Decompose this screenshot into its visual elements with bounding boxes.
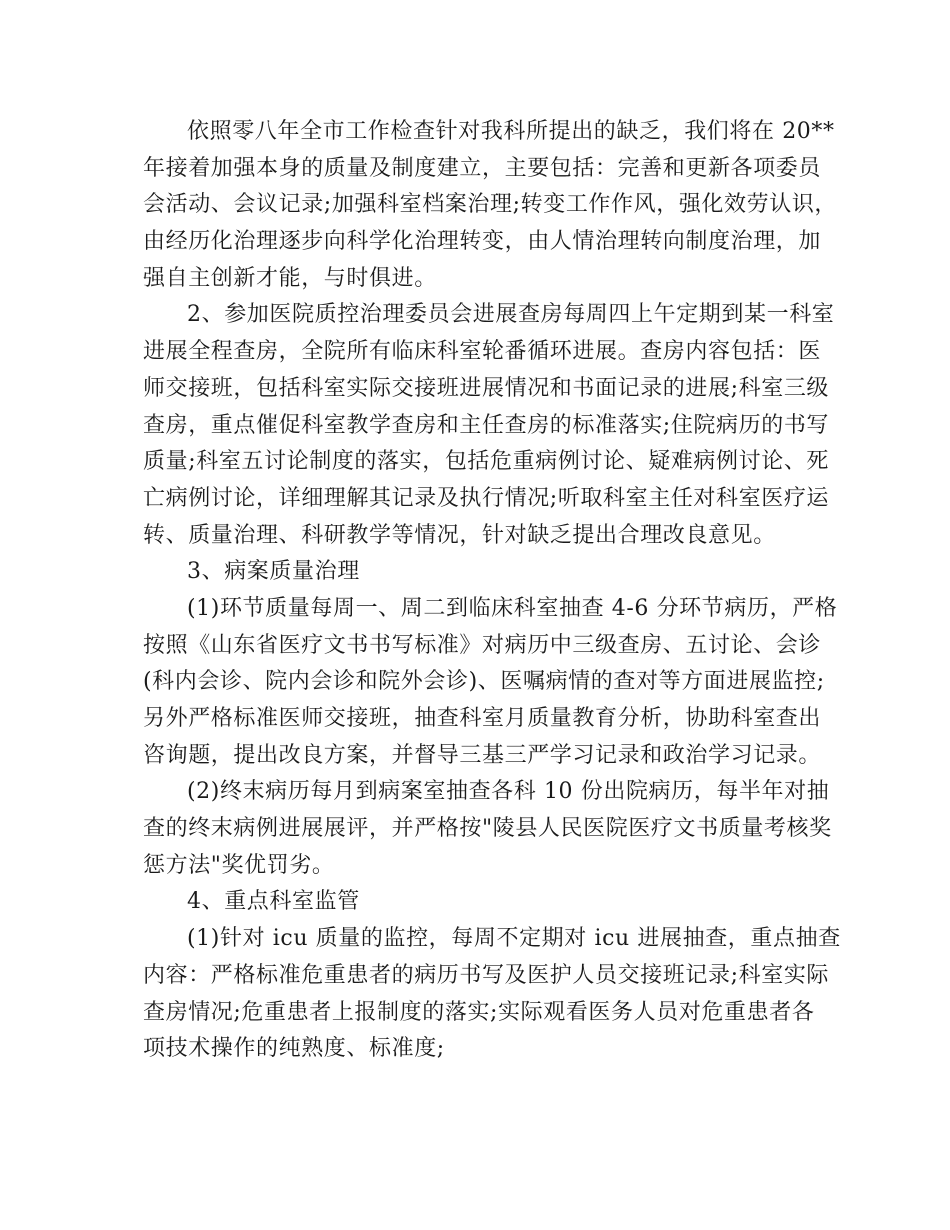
- section-heading: 3、病案质量治理: [187, 559, 360, 585]
- paragraph-line: 进展全程查房，全院所有临床科室轮番循环进展。查房内容包括：医: [143, 339, 822, 365]
- paragraph-line: 依照零八年全市工作检查针对我科所提出的缺乏，我们将在 20**: [187, 119, 835, 144]
- paragraph-line: 年接着加强本身的质量及制度建立，主要包括：完善和更新各项委员: [143, 155, 822, 181]
- paragraph-line: 质量;科室五讨论制度的落实，包括危重病例讨论、疑难病例讨论、死: [143, 449, 830, 475]
- paragraph-line: 查的终末病例进展展评，并严格按"陵县人民医院医疗文书质量考核奖: [143, 816, 832, 842]
- paragraph-line: 2、参加医院质控治理委员会进展查房每周四上午定期到某一科室: [187, 302, 835, 328]
- paragraph-line: 咨询题，提出改良方案，并督导三基三严学习记录和政治学习记录。: [143, 742, 822, 768]
- paragraph-line: (2)终末病历每月到病案室抽查各科 10 份出院病历，每半年对抽: [187, 779, 830, 805]
- paragraph-line: 会活动、会议记录;加强科室档案治理;转变工作作风，强化效劳认识，: [143, 192, 838, 218]
- paragraph-line: 另外严格标准医师交接班，抽查科室月质量教育分析，协助科室查出: [143, 706, 822, 731]
- paragraph-line: (1)针对 icu 质量的监控，每周不定期对 icu 进展抽查，重点抽查: [187, 926, 841, 952]
- paragraph-line: 由经历化治理逐步向科学化治理转变，由人情治理转向制度治理，加: [143, 229, 822, 255]
- paragraph-line: 查房，重点催促科室教学查房和主任查房的标准落实;住院病历的书写: [143, 412, 830, 438]
- paragraph-line: 按照《山东省医疗文书书写标准》对病历中三级查房、五讨论、会诊: [143, 632, 822, 658]
- document-body: [143, 114, 841, 1068]
- paragraph-line: 项技术操作的纯熟度、标准度;: [143, 1036, 445, 1062]
- paragraph-line: (1)环节质量每周一、周二到临床科室抽查 4-6 分环节病历，严格: [187, 595, 838, 621]
- paragraph-line: (科内会诊、院内会诊和院外会诊)、医嘱病情的查对等方面进展监控;: [143, 669, 825, 695]
- paragraph-line: 查房情况;危重患者上报制度的落实;实际观看医务人员对危重患者各: [143, 999, 815, 1025]
- paragraph-line: 亡病例讨论，详细理解其记录及执行情况;听取科室主任对科室医疗运: [143, 485, 830, 511]
- paragraph-line: 惩方法"奖优罚劣。: [143, 852, 335, 878]
- paragraph-line: 强自主创新才能，与时俱进。: [143, 265, 437, 291]
- paragraph-line: 师交接班，包括科室实际交接班进展情况和书面记录的进展;科室三级: [143, 375, 830, 401]
- paragraph-line: 转、质量治理、科研教学等情况，针对缺乏提出合理改良意见。: [143, 522, 776, 548]
- section-heading: 4、重点科室监管: [187, 889, 360, 915]
- paragraph-line: 内容：严格标准危重患者的病历书写及医护人员交接班记录;科室实际: [143, 962, 830, 988]
